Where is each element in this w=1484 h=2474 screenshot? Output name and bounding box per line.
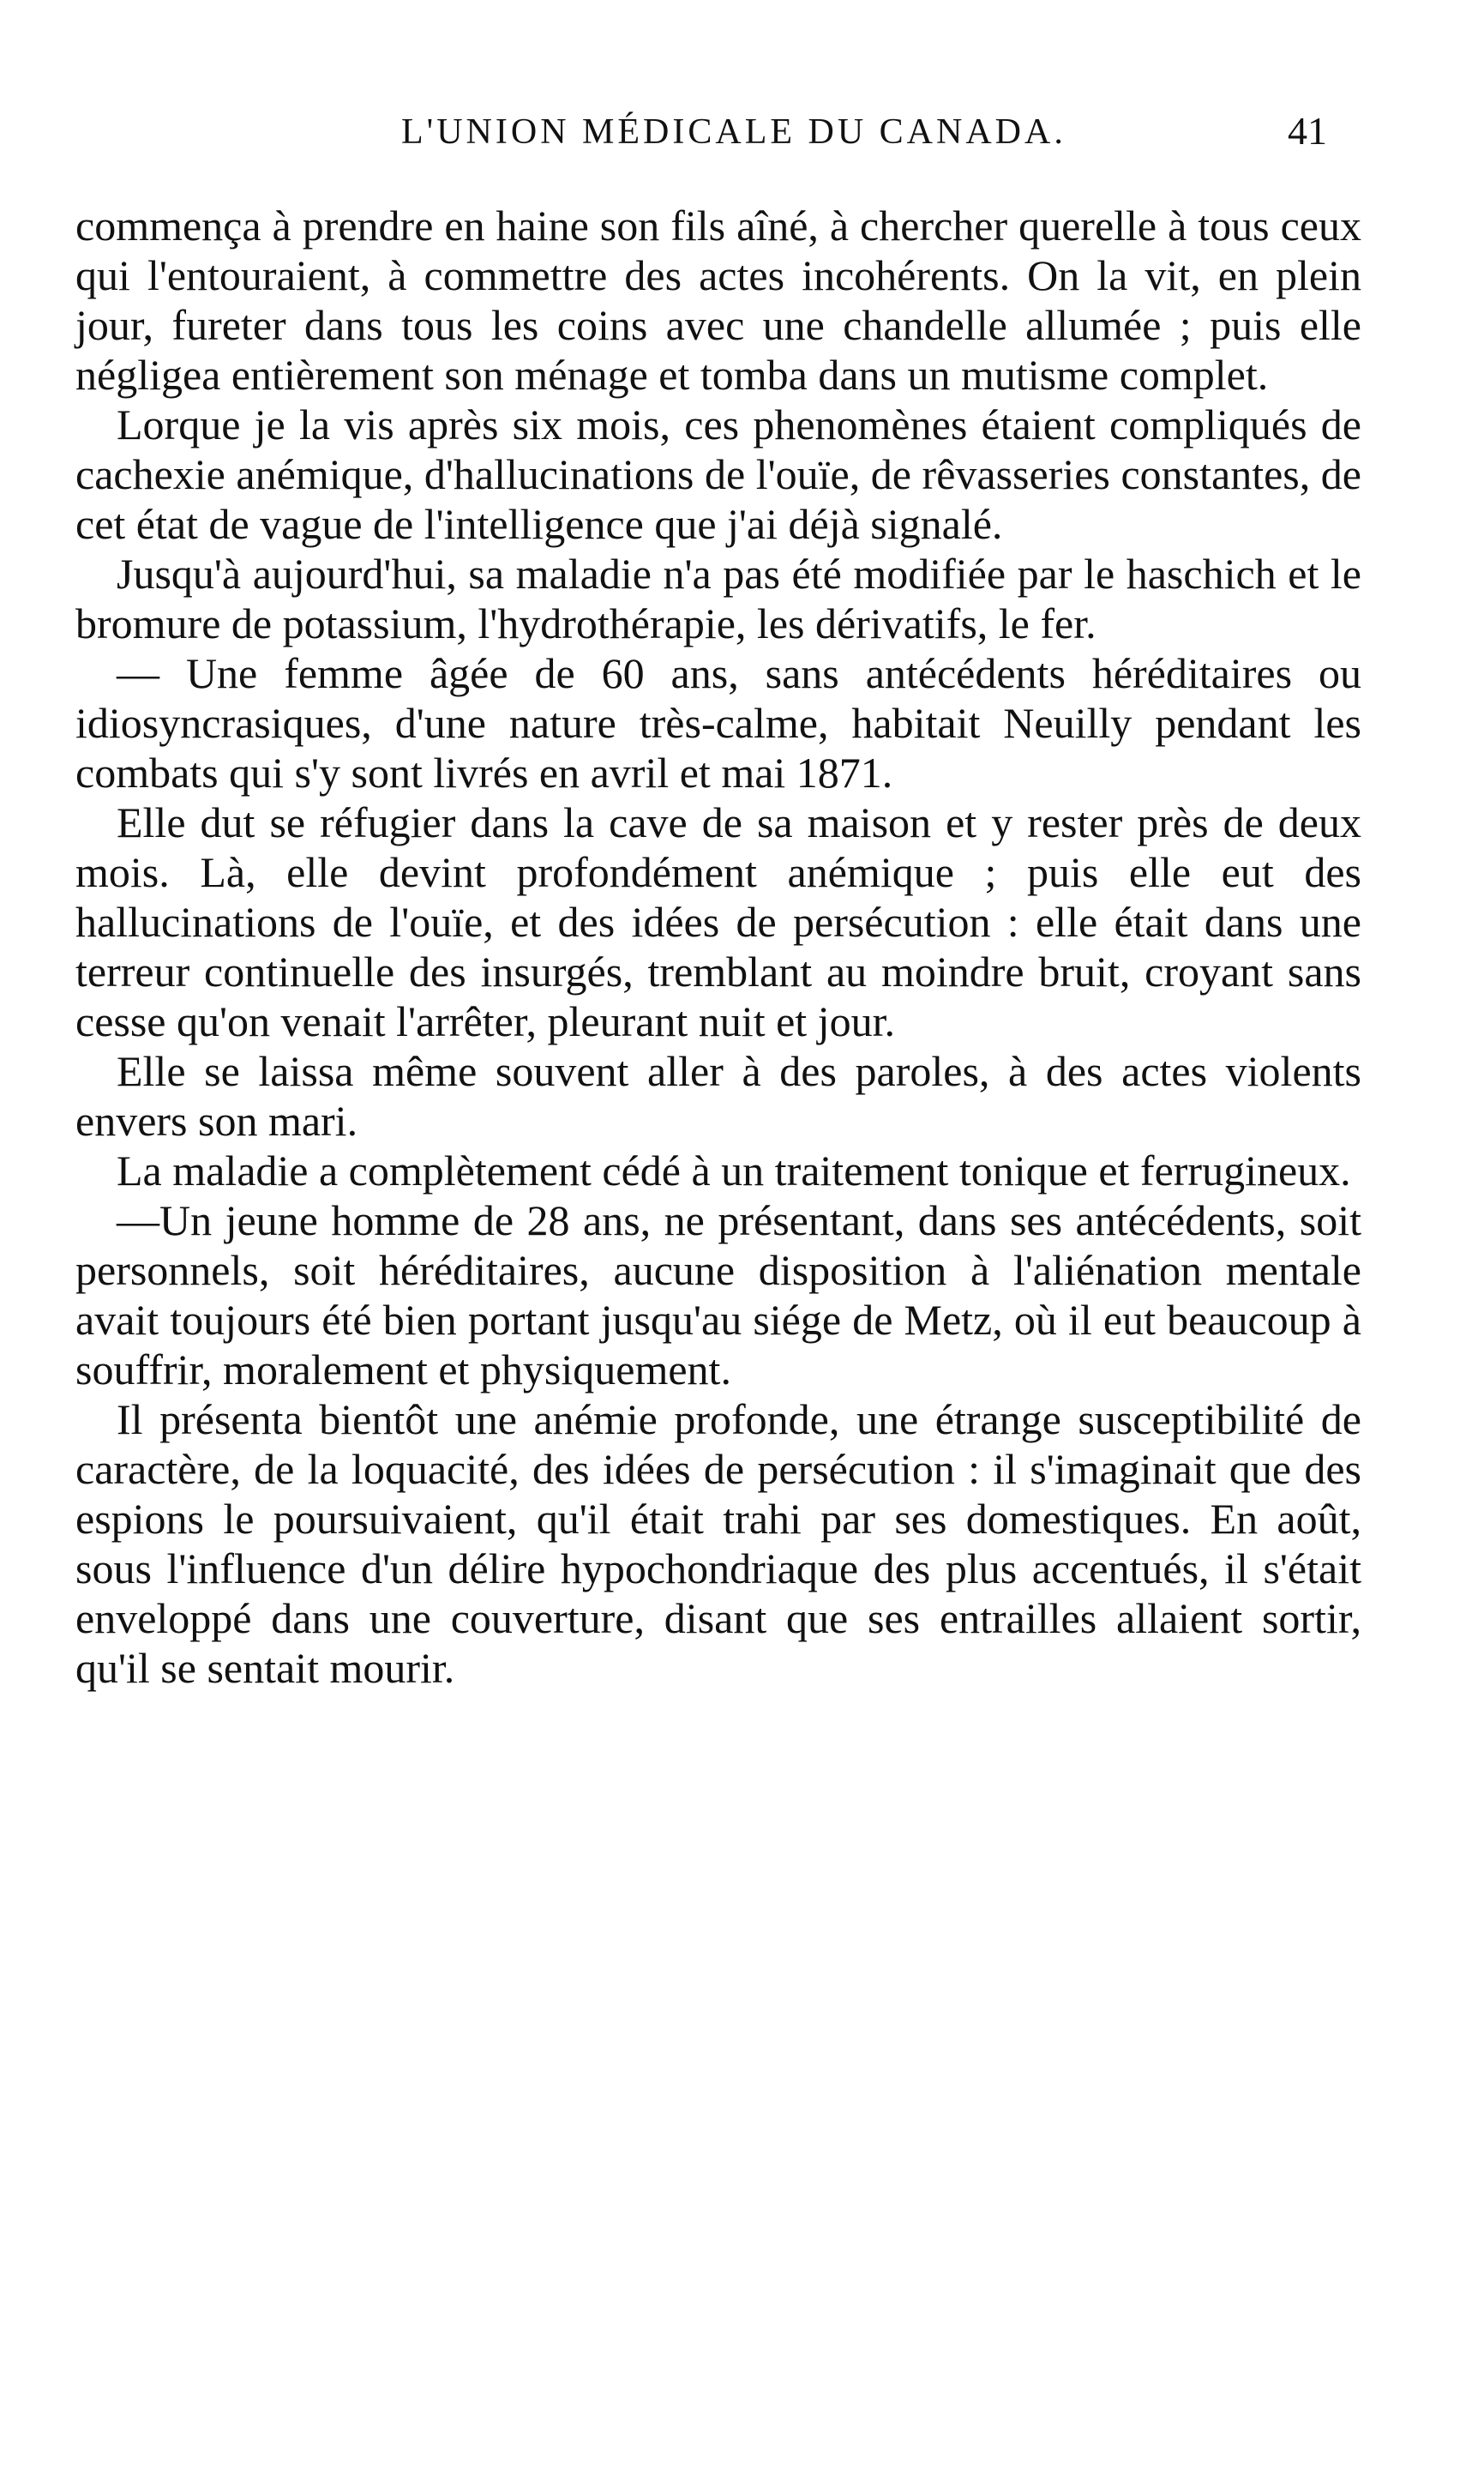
- document-page: [75, 103, 1361, 1693]
- paragraph-7: La maladie a complètement cédé à un traitement tonique et ferrugineux.: [117, 1147, 1351, 1195]
- paragraph-4: — Une femme âgée de 60 ans, sans antécédents héréditaires ou idiosyncrasiques, d'une nature très-calme, habitait Neuilly pendant les combats qui s'y sont livrés en avril et mai 1871.: [75, 649, 1361, 797]
- paragraph-9: Il présenta bientôt une anémie profonde, une étrange susceptibilité de caractère, de la loquacité, des idées de persécution : il s'imaginait que des espions le poursuivaient, qu'il était trahi par ses domestiques. En août, sous l'influence d'un délire hypochondriaque des plus accentués, il s'était enveloppé dans une couverture, disant que ses entrailles allaient sortir, qu'il se sentait mourir.: [75, 1395, 1361, 1692]
- paragraph-5: Elle dut se réfugier dans la cave de sa maison et y rester près de deux mois. Là, elle devint profondément anémique ; puis elle eut des hallucinations de l'ouïe, et des idées de persécution : elle était dans une terreur continuelle des insurgés, tremblant au moindre bruit, croyant sans cesse qu'on venait l'arrêter, pleurant nuit et jour.: [75, 798, 1361, 1045]
- body-text: [75, 201, 1361, 1693]
- journal-title: L'UNION MÉDICALE DU CANADA.: [401, 112, 1066, 152]
- paragraph-3: Jusqu'à aujourd'hui, sa maladie n'a pas été modifiée par le haschich et le bromure de potassium, l'hydrothérapie, les dérivatifs, le fer.: [75, 550, 1361, 647]
- page-number: 41: [1288, 109, 1327, 153]
- paragraph-2: Lorque je la vis après six mois, ces phenomènes étaient compliqués de cachexie anémique, d'hallucinations de l'ouïe, de rêvasseries constantes, de cet état de vague de l'intelligence que j'ai déjà signalé.: [75, 400, 1361, 548]
- paragraph-8: —Un jeune homme de 28 ans, ne présentant, dans ses antécédents, soit personnels, soit héréditaires, aucune disposition à l'aliénation mentale avait toujours été bien portant jusqu'au siége de Metz, où il eut beaucoup à souffrir, moralement et physiquement.: [75, 1196, 1361, 1394]
- paragraph-6: Elle se laissa même souvent aller à des paroles, à des actes violents envers son mari.: [75, 1047, 1361, 1145]
- paragraph-1: commença à prendre en haine son fils aîné, à chercher querelle à tous ceux qui l'entouraient, à commettre des actes incohérents. On la vit, en plein jour, fureter dans tous les coins avec une chandelle allumée ; puis elle négligea entièrement son ménage et tomba dans un mutisme complet.: [75, 202, 1361, 399]
- running-header: [75, 103, 1361, 172]
